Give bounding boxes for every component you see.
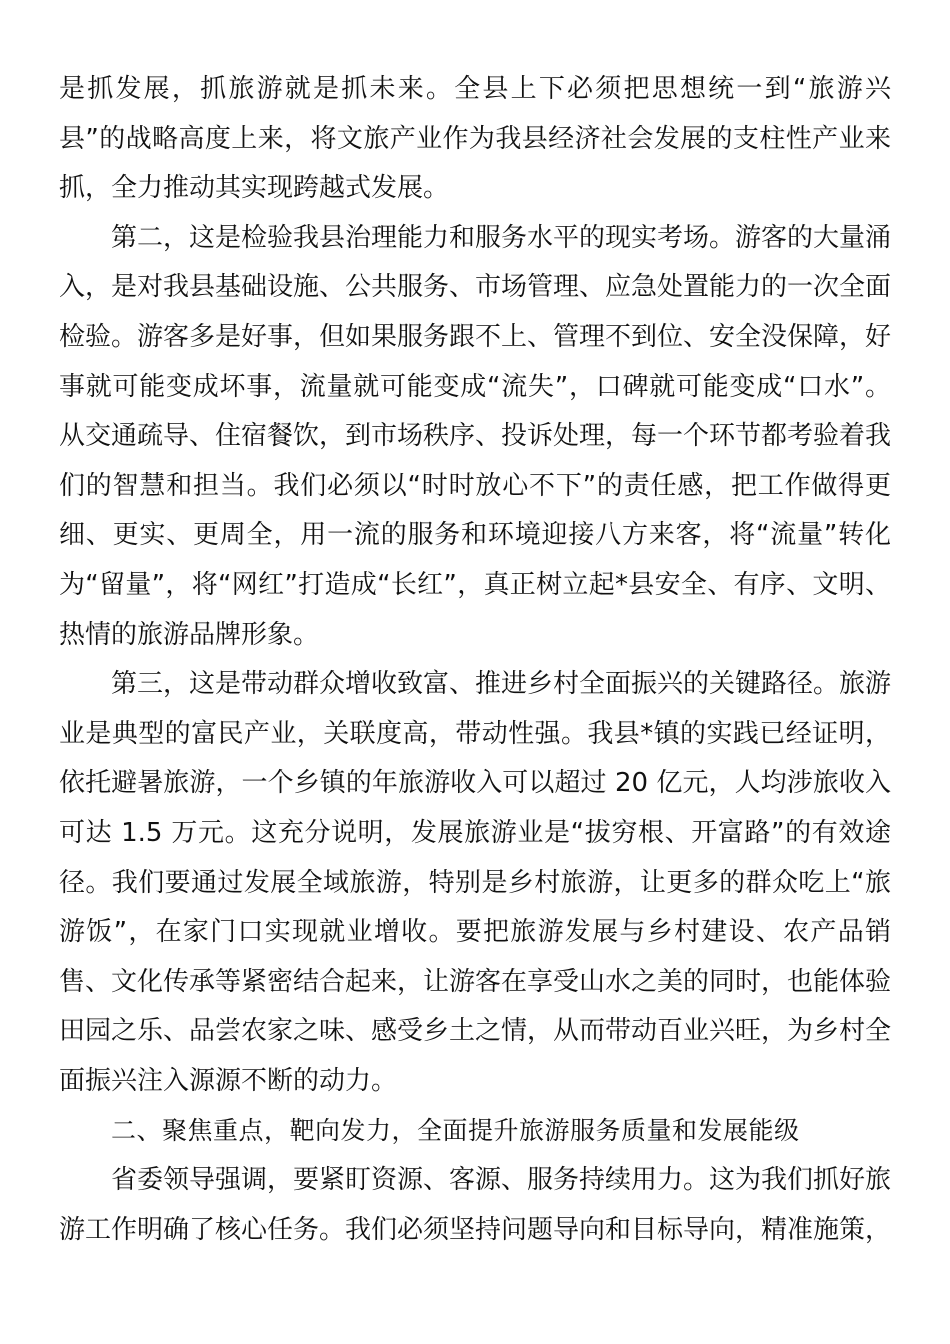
- paragraph-2: 第二，这是检验我县治理能力和服务水平的现实考场。游客的大量涌入，是对我县基础设施、公共服务、市场管理、应急处置能力的一次全面检验。游客多是好事，但如果服务跟不上、管理不到位、安全没保障，好事就可能变成坏事，流量就可能变成“流失”，口碑就可能变成“口水”。从交通疏导、住宿餐饮，到市场秩序、投诉处理，每一个环节都考验着我们的智慧和担当。我们必须以“时时放心不下”的责任感，把工作做得更细、更实、更周全，用一流的服务和环境迎接八方来客，将“流量”转化为“留量”，将“网红”打造成“长红”，真正树立起*县安全、有序、文明、热情的旅游品牌形象。: [59, 222, 892, 650]
- section-heading: 二、聚焦重点，靶向发力，全面提升旅游服务质量和发展能级: [111, 1116, 800, 1146]
- document-body: [59, 65, 891, 1255]
- paragraph-1: 是抓发展，抓旅游就是抓未来。全县上下必须把思想统一到“旅游兴县”的战略高度上来，将文旅产业作为我县经济社会发展的支柱性产业来抓，全力推动其实现跨越式发展。: [59, 74, 891, 204]
- paragraph-3: 第三，这是带动群众增收致富、推进乡村全面振兴的关键路径。旅游业是典型的富民产业，关联度高，带动性强。我县*镇的实践已经证明，依托避暑旅游，一个乡镇的年旅游收入可以超过 20 亿元，人均涉旅收入可达 1.5 万元。这充分说明，发展旅游业是“拔穷根、开富路”的有效途径。我们要通过发展全域旅游，特别是乡村旅游，让更多的群众吃上“旅游饭”，在家门口实现就业增收。要把旅游发展与乡村建设、农产品销售、文化传承等紧密结合起来，让游客在享受山水之美的同时，也能体验田园之乐、品尝农家之味、感受乡土之情，从而带动百业兴旺，为乡村全面振兴注入源源不断的动力。: [59, 669, 892, 1096]
- paragraph-4: 省委领导强调，要紧盯资源、客源、服务持续用力。这为我们抓好旅游工作明确了核心任务。我们必须坚持问题导向和目标导向，精准施策，: [59, 1165, 892, 1245]
